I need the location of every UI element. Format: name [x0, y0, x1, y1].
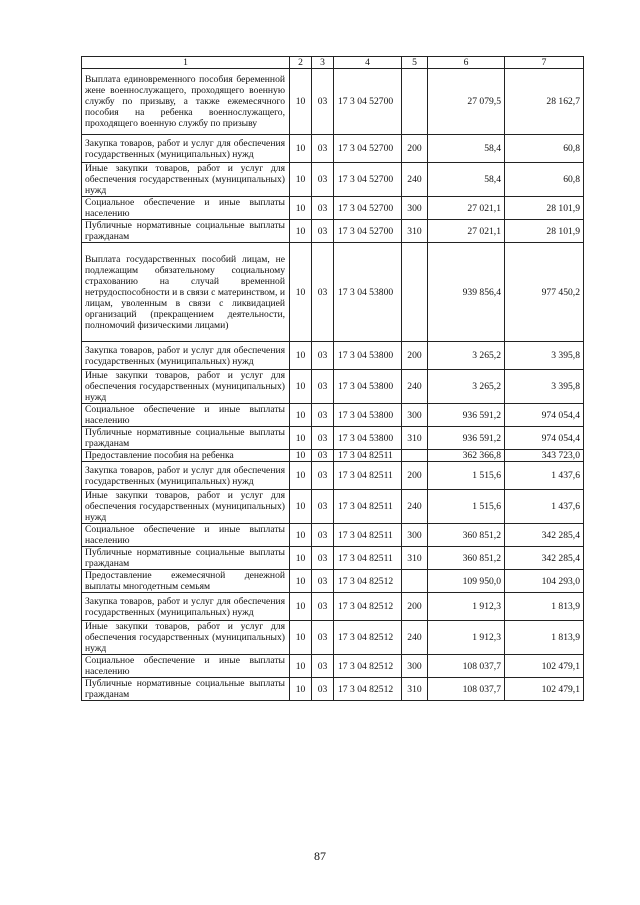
column-header: 4	[334, 57, 402, 69]
row-program-code: 17 3 04 53800	[334, 342, 402, 370]
row-section: 10	[290, 593, 312, 621]
row-section: 10	[290, 450, 312, 462]
row-amount-year-2: 28 162,7	[505, 69, 584, 135]
row-amount-year-2: 102 479,1	[505, 678, 584, 701]
row-section: 10	[290, 490, 312, 524]
row-subsection: 03	[312, 370, 334, 404]
row-amount-year-1: 3 265,2	[428, 370, 505, 404]
row-program-code: 17 3 04 82512	[334, 621, 402, 655]
row-section: 10	[290, 135, 312, 163]
column-header: 7	[505, 57, 584, 69]
row-amount-year-2: 3 395,8	[505, 370, 584, 404]
table-row	[82, 678, 584, 701]
row-description: Иные закупки товаров, работ и услуг для обеспечения государственных (муниципальных) нужд	[82, 163, 290, 197]
row-amount-year-2: 104 293,0	[505, 570, 584, 593]
row-description: Публичные нормативные социальные выплаты гражданам	[82, 427, 290, 450]
row-section: 10	[290, 163, 312, 197]
row-subsection: 03	[312, 197, 334, 220]
row-program-code: 17 3 04 82511	[334, 490, 402, 524]
table-row	[82, 69, 584, 135]
row-amount-year-1: 1 912,3	[428, 593, 505, 621]
row-description: Социальное обеспечение и иные выплаты населению	[82, 524, 290, 547]
row-program-code: 17 3 04 53800	[334, 243, 402, 342]
row-amount-year-2: 977 450,2	[505, 243, 584, 342]
row-amount-year-1: 27 021,1	[428, 197, 505, 220]
table-row	[82, 462, 584, 490]
row-section: 10	[290, 69, 312, 135]
table-row	[82, 621, 584, 655]
row-subsection: 03	[312, 69, 334, 135]
row-description: Иные закупки товаров, работ и услуг для обеспечения государственных (муниципальных) нужд	[82, 370, 290, 404]
table-row	[82, 427, 584, 450]
row-amount-year-2: 342 285,4	[505, 524, 584, 547]
row-description: Закупка товаров, работ и услуг для обеспечения государственных (муниципальных) нужд	[82, 593, 290, 621]
row-expense-type: 200	[402, 462, 428, 490]
row-expense-type	[402, 243, 428, 342]
row-amount-year-2: 1 813,9	[505, 593, 584, 621]
row-expense-type: 240	[402, 163, 428, 197]
row-program-code: 17 3 04 82512	[334, 678, 402, 701]
table-row	[82, 163, 584, 197]
row-section: 10	[290, 342, 312, 370]
column-header: 5	[402, 57, 428, 69]
row-section: 10	[290, 370, 312, 404]
row-subsection: 03	[312, 621, 334, 655]
column-header: 3	[312, 57, 334, 69]
row-expense-type: 300	[402, 524, 428, 547]
row-description: Социальное обеспечение и иные выплаты населению	[82, 404, 290, 427]
table-row	[82, 655, 584, 678]
table-row	[82, 370, 584, 404]
row-section: 10	[290, 524, 312, 547]
row-program-code: 17 3 04 82512	[334, 655, 402, 678]
row-subsection: 03	[312, 655, 334, 678]
row-amount-year-1: 27 021,1	[428, 220, 505, 243]
row-amount-year-1: 360 851,2	[428, 524, 505, 547]
row-expense-type: 200	[402, 135, 428, 163]
row-amount-year-1: 3 265,2	[428, 342, 505, 370]
row-subsection: 03	[312, 547, 334, 570]
table-row	[82, 450, 584, 462]
table-row	[82, 593, 584, 621]
row-description: Выплата государственных пособий лицам, не подлежащим обязательному социальному страхованию на случай временной нетрудоспособности и в связи с материнством, и лицам, уволенным в связи с ликвидацией организаций (прекращением деятельности, полномочий физическими лицами)	[82, 243, 290, 342]
row-amount-year-2: 1 437,6	[505, 462, 584, 490]
row-description: Предоставление ежемесячной денежной выплаты многодетным семьям	[82, 570, 290, 593]
row-description: Иные закупки товаров, работ и услуг для обеспечения государственных (муниципальных) нужд	[82, 621, 290, 655]
row-subsection: 03	[312, 490, 334, 524]
table-row	[82, 524, 584, 547]
table-row	[82, 220, 584, 243]
row-program-code: 17 3 04 53800	[334, 427, 402, 450]
row-amount-year-2: 342 285,4	[505, 547, 584, 570]
column-header: 2	[290, 57, 312, 69]
row-expense-type: 200	[402, 342, 428, 370]
row-program-code: 17 3 04 82512	[334, 570, 402, 593]
row-subsection: 03	[312, 243, 334, 342]
budget-table	[81, 56, 584, 701]
row-amount-year-1: 108 037,7	[428, 678, 505, 701]
table-row	[82, 547, 584, 570]
row-section: 10	[290, 570, 312, 593]
row-section: 10	[290, 404, 312, 427]
row-amount-year-2: 28 101,9	[505, 220, 584, 243]
row-program-code: 17 3 04 82511	[334, 462, 402, 490]
row-program-code: 17 3 04 53800	[334, 370, 402, 404]
row-amount-year-2: 60,8	[505, 163, 584, 197]
row-description: Закупка товаров, работ и услуг для обеспечения государственных (муниципальных) нужд	[82, 135, 290, 163]
row-description: Публичные нормативные социальные выплаты гражданам	[82, 678, 290, 701]
row-amount-year-1: 360 851,2	[428, 547, 505, 570]
row-section: 10	[290, 243, 312, 342]
row-expense-type	[402, 570, 428, 593]
row-expense-type: 310	[402, 678, 428, 701]
row-subsection: 03	[312, 678, 334, 701]
row-amount-year-1: 109 950,0	[428, 570, 505, 593]
row-amount-year-1: 108 037,7	[428, 655, 505, 678]
row-amount-year-1: 27 079,5	[428, 69, 505, 135]
header-row	[82, 57, 584, 69]
row-amount-year-1: 58,4	[428, 135, 505, 163]
row-amount-year-2: 3 395,8	[505, 342, 584, 370]
row-amount-year-1: 362 366,8	[428, 450, 505, 462]
row-description: Публичные нормативные социальные выплаты гражданам	[82, 547, 290, 570]
row-program-code: 17 3 04 82511	[334, 524, 402, 547]
row-amount-year-2: 102 479,1	[505, 655, 584, 678]
row-description: Выплата единовременного пособия беременной жене военнослужащего, проходящего военную службу по призыву, а также ежемесячного пособия на ребенка военнослужащего, проходящего военную службу по призыву	[82, 69, 290, 135]
row-amount-year-1: 58,4	[428, 163, 505, 197]
row-expense-type: 200	[402, 593, 428, 621]
row-amount-year-2: 28 101,9	[505, 197, 584, 220]
row-expense-type	[402, 69, 428, 135]
row-amount-year-2: 1 437,6	[505, 490, 584, 524]
row-amount-year-1: 936 591,2	[428, 427, 505, 450]
table-row	[82, 490, 584, 524]
row-section: 10	[290, 547, 312, 570]
row-section: 10	[290, 220, 312, 243]
table-body	[82, 57, 584, 701]
row-amount-year-1: 939 856,4	[428, 243, 505, 342]
table-row	[82, 570, 584, 593]
row-amount-year-2: 974 054,4	[505, 427, 584, 450]
row-subsection: 03	[312, 462, 334, 490]
row-subsection: 03	[312, 524, 334, 547]
table-row	[82, 342, 584, 370]
row-program-code: 17 3 04 52700	[334, 135, 402, 163]
row-expense-type	[402, 450, 428, 462]
row-amount-year-2: 343 723,0	[505, 450, 584, 462]
row-program-code: 17 3 04 52700	[334, 197, 402, 220]
column-header: 1	[82, 57, 290, 69]
row-description: Закупка товаров, работ и услуг для обеспечения государственных (муниципальных) нужд	[82, 342, 290, 370]
table-row	[82, 135, 584, 163]
row-description: Предоставление пособия на ребенка	[82, 450, 290, 462]
row-section: 10	[290, 197, 312, 220]
row-expense-type: 310	[402, 220, 428, 243]
table-row	[82, 243, 584, 342]
row-description: Иные закупки товаров, работ и услуг для обеспечения государственных (муниципальных) нужд	[82, 490, 290, 524]
row-expense-type: 300	[402, 655, 428, 678]
row-section: 10	[290, 621, 312, 655]
row-subsection: 03	[312, 163, 334, 197]
row-description: Социальное обеспечение и иные выплаты населению	[82, 655, 290, 678]
row-subsection: 03	[312, 570, 334, 593]
row-section: 10	[290, 678, 312, 701]
row-expense-type: 300	[402, 197, 428, 220]
row-expense-type: 310	[402, 427, 428, 450]
row-program-code: 17 3 04 52700	[334, 163, 402, 197]
row-expense-type: 240	[402, 621, 428, 655]
row-amount-year-1: 1 912,3	[428, 621, 505, 655]
row-program-code: 17 3 04 82511	[334, 547, 402, 570]
row-program-code: 17 3 04 53800	[334, 404, 402, 427]
row-subsection: 03	[312, 450, 334, 462]
row-subsection: 03	[312, 593, 334, 621]
column-header: 6	[428, 57, 505, 69]
row-subsection: 03	[312, 342, 334, 370]
row-expense-type: 240	[402, 490, 428, 524]
row-amount-year-1: 936 591,2	[428, 404, 505, 427]
row-section: 10	[290, 462, 312, 490]
row-section: 10	[290, 427, 312, 450]
row-program-code: 17 3 04 52700	[334, 69, 402, 135]
row-amount-year-2: 974 054,4	[505, 404, 584, 427]
row-subsection: 03	[312, 404, 334, 427]
row-subsection: 03	[312, 135, 334, 163]
row-program-code: 17 3 04 52700	[334, 220, 402, 243]
row-expense-type: 310	[402, 547, 428, 570]
row-description: Публичные нормативные социальные выплаты гражданам	[82, 220, 290, 243]
row-amount-year-2: 60,8	[505, 135, 584, 163]
row-amount-year-2: 1 813,9	[505, 621, 584, 655]
row-subsection: 03	[312, 220, 334, 243]
table-row	[82, 197, 584, 220]
table-row	[82, 404, 584, 427]
row-amount-year-1: 1 515,6	[428, 490, 505, 524]
row-amount-year-1: 1 515,6	[428, 462, 505, 490]
row-subsection: 03	[312, 427, 334, 450]
row-program-code: 17 3 04 82511	[334, 450, 402, 462]
row-description: Социальное обеспечение и иные выплаты населению	[82, 197, 290, 220]
row-program-code: 17 3 04 82512	[334, 593, 402, 621]
row-expense-type: 240	[402, 370, 428, 404]
row-section: 10	[290, 655, 312, 678]
page-number: 87	[314, 849, 326, 863]
row-description: Закупка товаров, работ и услуг для обеспечения государственных (муниципальных) нужд	[82, 462, 290, 490]
row-expense-type: 300	[402, 404, 428, 427]
